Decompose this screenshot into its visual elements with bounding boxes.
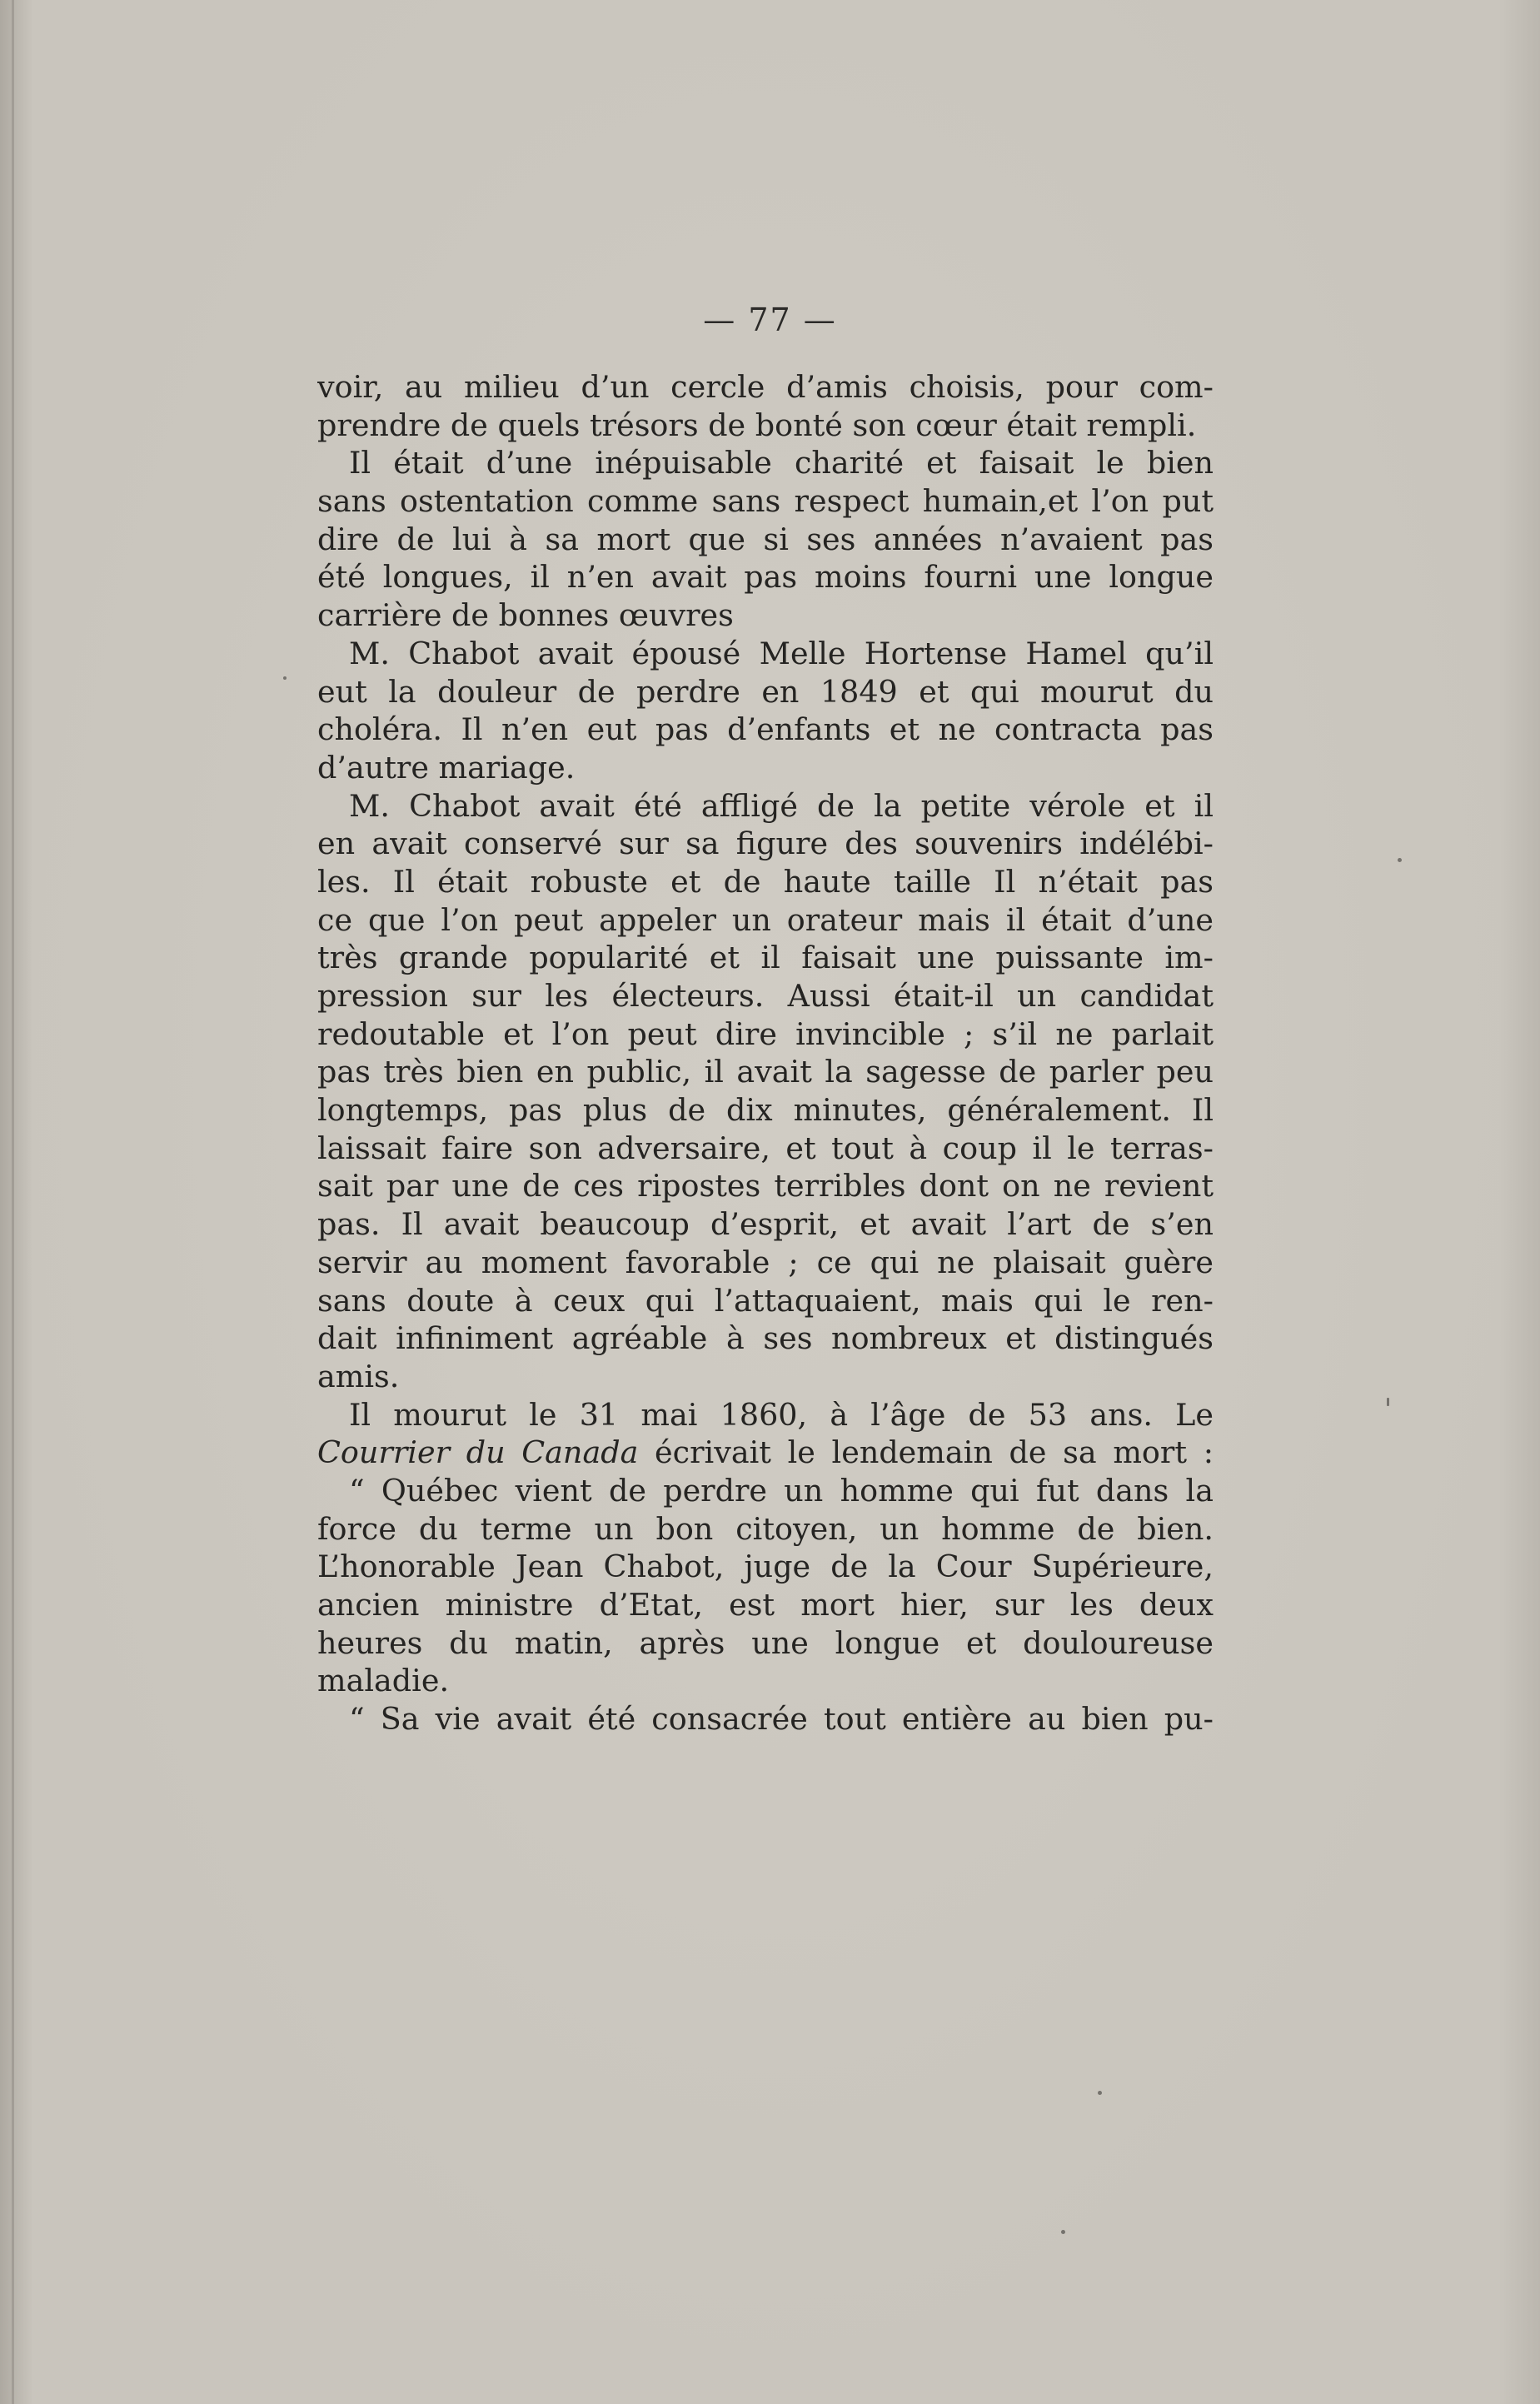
text-line: Il mourut le 31 mai 1860, à l’âge de 53 ans. Le xyxy=(349,1396,1214,1433)
text-line: sans doute à ceux qui l’attaquaient, mais qui le ren- xyxy=(317,1282,1214,1319)
text-line: choléra. Il n’en eut pas d’enfants et ne contracta pas xyxy=(317,711,1214,748)
text-line: M. Chabot avait épousé Melle Hortense Hamel qu’il xyxy=(349,635,1214,671)
text-line: dait infiniment agréable à ses nombreux et distingués xyxy=(317,1320,1214,1357)
text-line: les. Il était robuste et de haute taille Il n’était pas xyxy=(317,863,1214,900)
text-line: très grande popularité et il faisait une puissante im- xyxy=(317,940,1214,976)
text-line: force du terme un bon citoyen, un homme de bien. xyxy=(317,1510,1214,1547)
text-line: amis. xyxy=(317,1358,400,1394)
text-line: été longues, il n’en avait pas moins fourni une longue xyxy=(317,559,1214,596)
text-line: pression sur les électeurs. Aussi était-il un candidat xyxy=(317,978,1214,1014)
text-line: sans ostentation comme sans respect humain,et l’on put xyxy=(317,483,1214,520)
text-line: eut la douleur de perdre en 1849 et qui mourut du xyxy=(317,673,1214,710)
newspaper-title: Courrier du Canada xyxy=(317,1434,639,1471)
text-line: “ Sa vie avait été consacrée tout entière au bien pu- xyxy=(349,1701,1214,1738)
text-line: M. Chabot avait été affligé de la petite vérole et il xyxy=(349,787,1214,824)
text-line: redoutable et l’on peut dire invincible ; s’il ne parlait xyxy=(317,1015,1214,1052)
paper-speck xyxy=(1061,2230,1065,2234)
page-number: — 77 — xyxy=(703,302,837,338)
paper-speck xyxy=(1398,858,1402,862)
paper-speck xyxy=(1098,2091,1102,2095)
paper-speck xyxy=(283,676,287,680)
paper-speck xyxy=(1387,1398,1389,1406)
text-line: prendre de quels trésors de bonté son cœur était rempli. xyxy=(317,406,1197,443)
text-line: ce que l’on peut appeler un orateur mais il était d’une xyxy=(317,901,1214,938)
text-line: carrière de bonnes œuvres xyxy=(317,597,734,634)
text-line xyxy=(317,1434,1214,1472)
binding-gutter xyxy=(12,0,14,2404)
text-line: L’honorable Jean Chabot, juge de la Cour Supérieure, xyxy=(317,1549,1214,1585)
text-line: longtemps, pas plus de dix minutes, généralement. Il xyxy=(317,1092,1214,1129)
text-line: pas très bien en public, il avait la sagesse de parler peu xyxy=(317,1054,1214,1090)
text-line: ancien ministre d’Etat, est mort hier, sur les deux xyxy=(317,1587,1214,1623)
text-line: servir au moment favorable ; ce qui ne plaisait guère xyxy=(317,1244,1214,1280)
text-line: voir, au milieu d’un cercle d’amis choisis, pour com- xyxy=(317,369,1214,405)
text-line: pas. Il avait beaucoup d’esprit, et avait l’art de s’en xyxy=(317,1206,1214,1243)
text-line: maladie. xyxy=(317,1663,450,1699)
text-line: “ Québec vient de perdre un homme qui fut dans la xyxy=(349,1472,1214,1509)
text-line: sait par une de ces ripostes terribles dont on ne revient xyxy=(317,1168,1214,1204)
text-line: d’autre mariage. xyxy=(317,749,576,786)
text-line: Il était d’une inépuisable charité et faisait le bien xyxy=(349,445,1214,481)
text-line: laissait faire son adversaire, et tout à coup il le terras- xyxy=(317,1130,1214,1166)
body-text xyxy=(317,368,1214,1738)
text-line-rest: écrivait le lendemain de sa mort : xyxy=(655,1434,1214,1471)
text-line: heures du matin, après une longue et douloureuse xyxy=(317,1624,1214,1661)
text-line: dire de lui à sa mort que si ses années n’avaient pas xyxy=(317,521,1214,557)
text-line: en avait conservé sur sa figure des souvenirs indélébi- xyxy=(317,825,1214,862)
